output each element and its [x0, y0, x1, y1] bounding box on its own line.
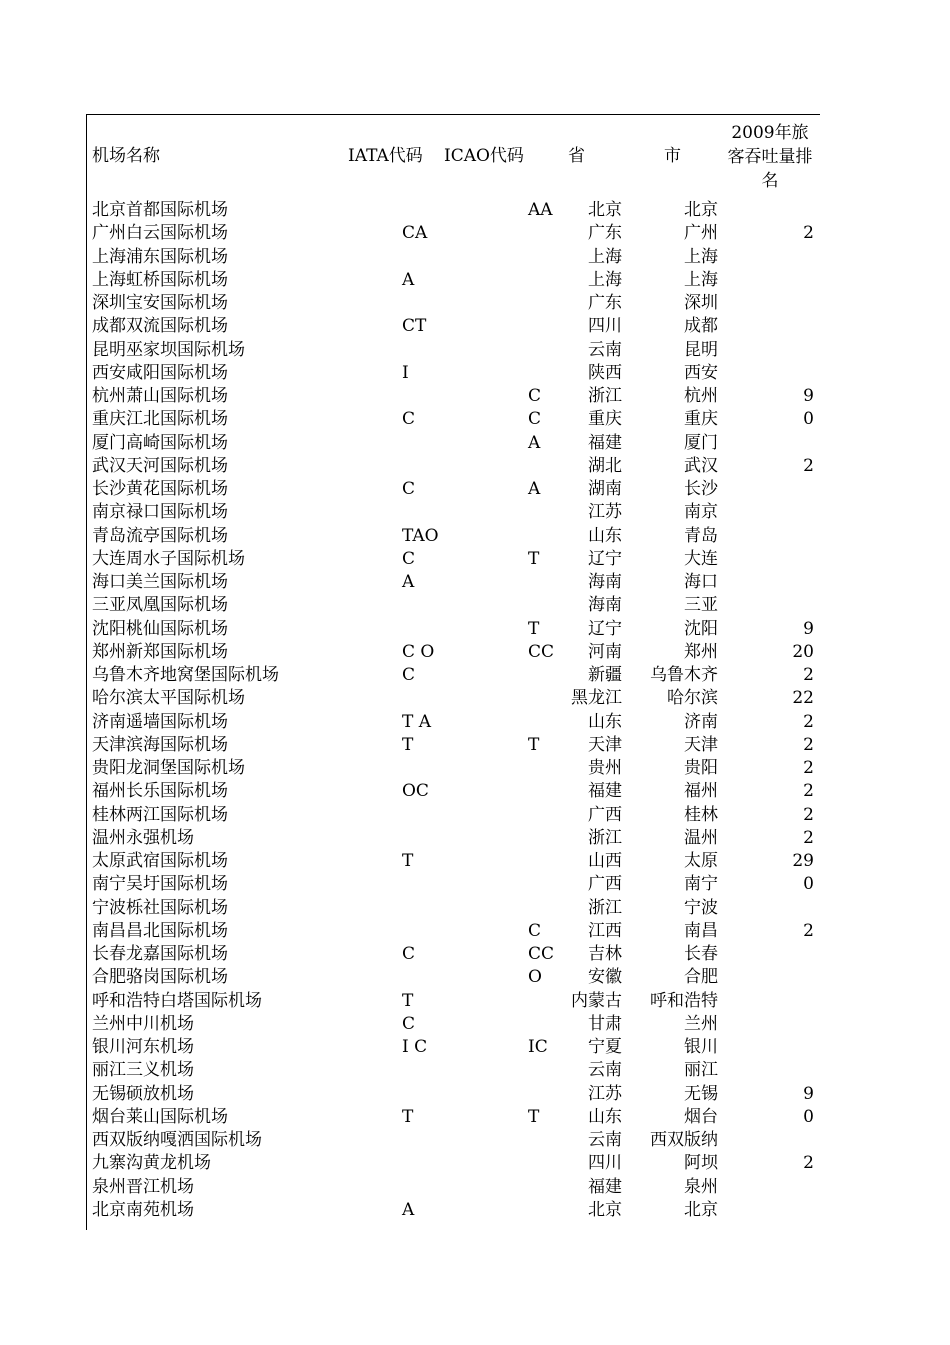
table-row [86, 455, 820, 478]
cell-iata-code: T [402, 851, 414, 871]
table-row [86, 850, 820, 873]
cell-city: 阿坝 [684, 1153, 718, 1174]
cell-airport-name: 昆明巫家坝国际机场 [92, 339, 245, 360]
cell-city: 哈尔滨 [667, 688, 718, 709]
cell-passenger-rank: 20 [792, 641, 814, 662]
header-province: 省 [568, 146, 585, 166]
cell-province: 山东 [588, 525, 622, 546]
table-row [86, 1199, 820, 1222]
table-row [86, 804, 820, 827]
cell-passenger-rank: 9 [803, 618, 814, 639]
header-passenger-rank: 2009年旅客吞吐量排名 [727, 123, 813, 191]
cell-iata-code: T [402, 990, 414, 1011]
cell-airport-name: 青岛流亭国际机场 [92, 525, 228, 546]
cell-province: 浙江 [588, 386, 622, 406]
cell-passenger-rank: 0 [803, 874, 814, 895]
table-row [86, 897, 820, 920]
cell-city: 乌鲁木齐 [650, 665, 718, 685]
cell-province: 山西 [588, 851, 622, 871]
cell-province: 辽宁 [588, 618, 622, 639]
cell-airport-name: 天津滨海国际机场 [92, 734, 228, 755]
cell-province: 北京 [588, 200, 622, 220]
cell-province: 甘肃 [588, 1013, 622, 1034]
table-row [86, 594, 820, 617]
cell-city: 桂林 [684, 804, 718, 825]
cell-airport-name: 贵阳龙洞堡国际机场 [92, 758, 245, 778]
cell-province: 广西 [588, 804, 622, 825]
cell-province: 江苏 [588, 1083, 622, 1104]
cell-airport-name: 沈阳桃仙国际机场 [92, 618, 228, 639]
cell-city: 温州 [684, 827, 718, 848]
cell-passenger-rank: 2 [803, 223, 814, 244]
cell-airport-name: 厦门高崎国际机场 [92, 432, 228, 453]
cell-province: 江西 [588, 920, 622, 941]
cell-province: 新疆 [588, 665, 622, 685]
cell-airport-name: 西双版纳嘎洒国际机场 [92, 1130, 262, 1150]
cell-airport-name: 桂林两江国际机场 [92, 804, 228, 825]
cell-province: 北京 [588, 1199, 622, 1220]
table-row [86, 199, 820, 222]
cell-icao-code: C [528, 409, 542, 430]
cell-city: 银川 [684, 1037, 718, 1057]
table-row [86, 292, 820, 315]
cell-passenger-rank: 2 [803, 920, 814, 941]
cell-city: 北京 [684, 1199, 718, 1220]
table-row [86, 315, 820, 338]
cell-iata-code: T [402, 1106, 414, 1127]
cell-city: 丽江 [684, 1060, 718, 1081]
cell-passenger-rank: 29 [792, 851, 814, 871]
cell-city: 广州 [684, 223, 718, 244]
table-row [86, 618, 820, 641]
cell-iata-code: OC [402, 781, 429, 802]
cell-icao-code: T [528, 548, 540, 569]
cell-airport-name: 乌鲁木齐地窝堡国际机场 [92, 665, 279, 685]
cell-iata-code: C [402, 548, 416, 569]
cell-city: 天津 [684, 734, 718, 755]
table-row [86, 641, 820, 664]
cell-passenger-rank: 2 [803, 734, 814, 755]
cell-icao-code: AA [528, 200, 553, 220]
cell-city: 西双版纳 [650, 1130, 718, 1150]
cell-airport-name: 大连周水子国际机场 [92, 548, 245, 569]
cell-city: 长春 [684, 944, 718, 964]
table-row [86, 990, 820, 1013]
cell-city: 杭州 [684, 386, 718, 406]
cell-province: 福建 [588, 1176, 622, 1197]
cell-province: 四川 [588, 316, 622, 337]
cell-city: 海口 [684, 572, 718, 592]
header-airport-name: 机场名称 [92, 146, 160, 166]
table-row [86, 246, 820, 269]
cell-iata-code: A [402, 269, 415, 290]
table-row [86, 432, 820, 455]
cell-city: 上海 [684, 246, 718, 267]
cell-iata-code: C O [402, 641, 435, 662]
cell-iata-code: C [402, 665, 416, 685]
cell-city: 北京 [684, 200, 718, 220]
cell-airport-name: 太原武宿国际机场 [92, 851, 228, 871]
cell-city: 武汉 [684, 455, 718, 476]
cell-icao-code: IC [528, 1037, 548, 1057]
cell-passenger-rank: 9 [803, 1083, 814, 1104]
cell-province: 宁夏 [588, 1037, 622, 1057]
cell-airport-name: 济南遥墙国际机场 [92, 711, 228, 732]
cell-province: 广东 [588, 223, 622, 244]
cell-iata-code: I C [402, 1037, 428, 1057]
table-row [86, 734, 820, 757]
cell-city: 大连 [684, 548, 718, 569]
cell-province: 内蒙古 [571, 990, 622, 1011]
cell-province: 云南 [588, 1060, 622, 1081]
cell-passenger-rank: 2 [803, 804, 814, 825]
cell-passenger-rank: 2 [803, 455, 814, 476]
cell-province: 福建 [588, 781, 622, 802]
cell-province: 辽宁 [588, 548, 622, 569]
cell-province: 浙江 [588, 897, 622, 918]
table-row [86, 269, 820, 292]
cell-icao-code: A [528, 432, 541, 453]
cell-iata-code: C [402, 479, 416, 499]
cell-icao-code: C [528, 920, 542, 941]
cell-airport-name: 福州长乐国际机场 [92, 781, 228, 802]
cell-airport-name: 呼和浩特白塔国际机场 [92, 990, 262, 1011]
cell-airport-name: 北京南苑机场 [92, 1199, 194, 1220]
cell-province: 山东 [588, 711, 622, 732]
cell-province: 吉林 [588, 944, 622, 964]
table-row [86, 1013, 820, 1036]
cell-airport-name: 烟台莱山国际机场 [92, 1106, 228, 1127]
cell-airport-name: 海口美兰国际机场 [92, 572, 228, 592]
cell-city: 兰州 [684, 1013, 718, 1034]
table-row [86, 548, 820, 571]
table-row [86, 1059, 820, 1082]
cell-icao-code: T [528, 734, 540, 755]
cell-airport-name: 成都双流国际机场 [92, 316, 228, 337]
cell-city: 济南 [684, 711, 718, 732]
cell-icao-code: CC [528, 944, 555, 964]
cell-province: 上海 [588, 246, 622, 267]
cell-airport-name: 上海浦东国际机场 [92, 246, 228, 267]
cell-city: 贵阳 [684, 758, 718, 778]
cell-city: 合肥 [684, 967, 718, 988]
cell-airport-name: 上海虹桥国际机场 [92, 269, 228, 290]
cell-province: 云南 [588, 1130, 622, 1150]
table-row [86, 1176, 820, 1199]
table-row [86, 1129, 820, 1152]
cell-city: 郑州 [684, 641, 718, 662]
cell-province: 福建 [588, 432, 622, 453]
table-row [86, 780, 820, 803]
table-row [86, 1083, 820, 1106]
cell-passenger-rank: 0 [803, 1106, 814, 1127]
cell-province: 陕西 [588, 362, 622, 383]
cell-icao-code: T [528, 1106, 540, 1127]
table-row [86, 1036, 820, 1059]
cell-province: 海南 [588, 572, 622, 592]
table-row [86, 339, 820, 362]
table-row [86, 966, 820, 989]
cell-province: 贵州 [588, 758, 622, 778]
table-row [86, 664, 820, 687]
cell-icao-code: CC [528, 641, 555, 662]
cell-iata-code: C [402, 409, 416, 430]
cell-iata-code: A [402, 1199, 415, 1220]
cell-city: 西安 [684, 362, 718, 383]
cell-airport-name: 深圳宝安国际机场 [92, 293, 228, 313]
cell-airport-name: 杭州萧山国际机场 [92, 386, 228, 406]
cell-city: 昆明 [684, 339, 718, 360]
cell-airport-name: 南京禄口国际机场 [92, 502, 228, 523]
cell-city: 宁波 [684, 897, 718, 918]
cell-city: 三亚 [684, 595, 718, 616]
cell-airport-name: 宁波栎社国际机场 [92, 897, 228, 918]
cell-province: 海南 [588, 595, 622, 616]
cell-airport-name: 长沙黄花国际机场 [92, 479, 228, 499]
cell-passenger-rank: 2 [803, 758, 814, 778]
cell-province: 湖北 [588, 455, 622, 476]
sheet-top-border [86, 114, 820, 115]
table-row [86, 362, 820, 385]
cell-province: 广西 [588, 874, 622, 895]
cell-passenger-rank: 22 [792, 688, 814, 709]
table-row [86, 1106, 820, 1129]
cell-airport-name: 广州白云国际机场 [92, 223, 228, 244]
cell-province: 天津 [588, 734, 622, 755]
cell-airport-name: 兰州中川机场 [92, 1013, 194, 1034]
cell-province: 河南 [588, 641, 622, 662]
cell-passenger-rank: 9 [803, 386, 814, 406]
cell-city: 南京 [684, 502, 718, 523]
table-row [86, 385, 820, 408]
cell-airport-name: 泉州晋江机场 [92, 1176, 194, 1197]
cell-city: 呼和浩特 [650, 990, 718, 1011]
cell-province: 上海 [588, 269, 622, 290]
cell-airport-name: 无锡硕放机场 [92, 1083, 194, 1104]
cell-city: 青岛 [684, 525, 718, 546]
table-row [86, 827, 820, 850]
table-row [86, 687, 820, 710]
cell-iata-code: CA [402, 223, 428, 244]
cell-iata-code: C [402, 1013, 416, 1034]
cell-city: 长沙 [684, 479, 718, 499]
cell-city: 上海 [684, 269, 718, 290]
table-row [86, 408, 820, 431]
cell-airport-name: 长春龙嘉国际机场 [92, 944, 228, 964]
cell-airport-name: 银川河东机场 [92, 1037, 194, 1057]
cell-passenger-rank: 2 [803, 781, 814, 802]
cell-city: 烟台 [684, 1106, 718, 1127]
cell-city: 南宁 [684, 874, 718, 895]
table-row [86, 873, 820, 896]
cell-province: 重庆 [588, 409, 622, 430]
cell-passenger-rank: 2 [803, 827, 814, 848]
cell-airport-name: 郑州新郑国际机场 [92, 641, 228, 662]
cell-province: 江苏 [588, 502, 622, 523]
cell-airport-name: 武汉天河国际机场 [92, 455, 228, 476]
cell-airport-name: 合肥骆岗国际机场 [92, 967, 228, 988]
cell-iata-code: I [402, 362, 409, 383]
cell-province: 山东 [588, 1106, 622, 1127]
cell-passenger-rank: 0 [803, 409, 814, 430]
cell-city: 南昌 [684, 920, 718, 941]
cell-city: 无锡 [684, 1083, 718, 1104]
cell-airport-name: 温州永强机场 [92, 827, 194, 848]
cell-passenger-rank: 2 [803, 1153, 814, 1174]
cell-airport-name: 哈尔滨太平国际机场 [92, 688, 245, 709]
table-row [86, 478, 820, 501]
cell-iata-code: TAO [402, 525, 439, 546]
cell-icao-code: A [528, 479, 541, 499]
cell-iata-code: T A [402, 711, 432, 732]
cell-province: 四川 [588, 1153, 622, 1174]
cell-province: 浙江 [588, 827, 622, 848]
cell-airport-name: 重庆江北国际机场 [92, 409, 228, 430]
table-row [86, 1152, 820, 1175]
cell-province: 广东 [588, 293, 622, 313]
cell-province: 黑龙江 [571, 688, 622, 709]
cell-airport-name: 北京首都国际机场 [92, 200, 228, 220]
cell-airport-name: 西安咸阳国际机场 [92, 362, 228, 383]
cell-airport-name: 丽江三义机场 [92, 1060, 194, 1081]
header-iata-code: IATA代码 [348, 146, 423, 166]
cell-passenger-rank: 2 [803, 711, 814, 732]
cell-airport-name: 三亚凤凰国际机场 [92, 595, 228, 616]
cell-city: 重庆 [684, 409, 718, 430]
cell-city: 福州 [684, 781, 718, 802]
cell-city: 沈阳 [684, 618, 718, 639]
cell-iata-code: T [402, 734, 414, 755]
cell-province: 云南 [588, 339, 622, 360]
table-row [86, 920, 820, 943]
table-row [86, 222, 820, 245]
spreadsheet [86, 114, 820, 1230]
cell-city: 太原 [684, 851, 718, 871]
table-row [86, 501, 820, 524]
cell-icao-code: C [528, 386, 542, 406]
cell-icao-code: O [528, 967, 542, 988]
table-row [86, 757, 820, 780]
cell-iata-code: CT [402, 316, 427, 337]
table-row [86, 571, 820, 594]
cell-passenger-rank: 2 [803, 665, 814, 685]
cell-airport-name: 南宁吴圩国际机场 [92, 874, 228, 895]
cell-airport-name: 南昌昌北国际机场 [92, 920, 228, 941]
table-row [86, 711, 820, 734]
cell-icao-code: T [528, 618, 540, 639]
cell-iata-code: C [402, 944, 416, 964]
header-city: 市 [664, 146, 681, 166]
table-row [86, 943, 820, 966]
cell-city: 泉州 [684, 1176, 718, 1197]
cell-city: 厦门 [684, 432, 718, 453]
cell-city: 深圳 [684, 293, 718, 313]
cell-province: 安徽 [588, 967, 622, 988]
cell-city: 成都 [684, 316, 718, 337]
table-row [86, 525, 820, 548]
cell-province: 湖南 [588, 479, 622, 499]
cell-iata-code: A [402, 572, 415, 592]
cell-airport-name: 九寨沟黄龙机场 [92, 1153, 211, 1174]
header-icao-code: ICAO代码 [444, 146, 524, 166]
